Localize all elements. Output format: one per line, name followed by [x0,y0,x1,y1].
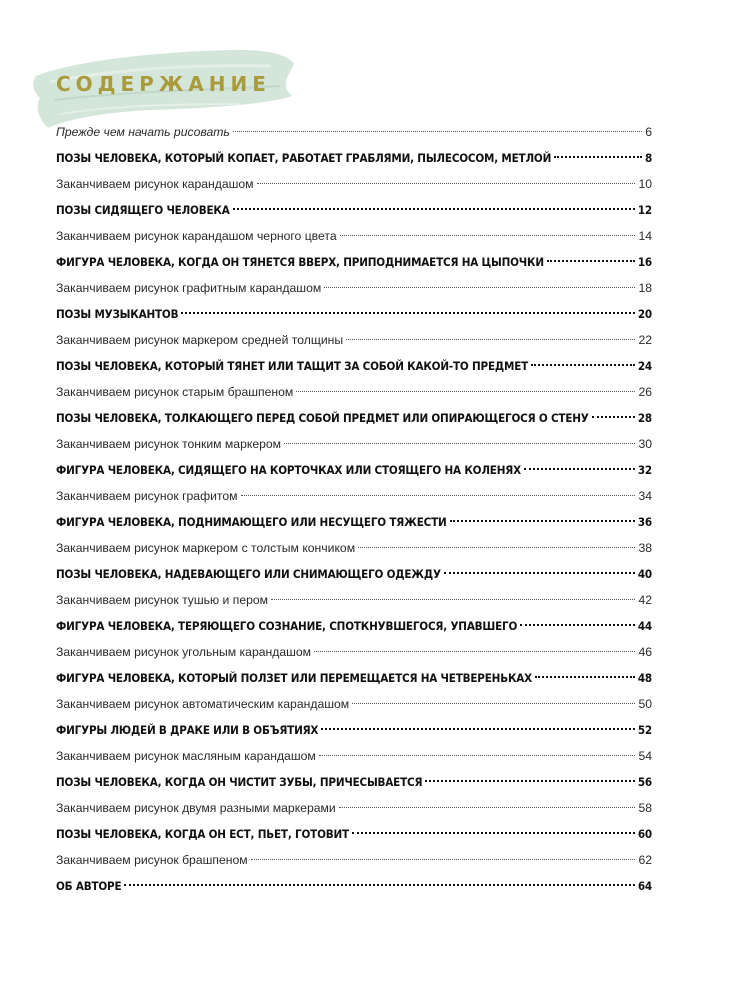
toc-entry-title: ФИГУРА ЧЕЛОВЕКА, КОТОРЫЙ ПОЛЗЕТ ИЛИ ПЕРЕМЕЩАЕТСЯ НА ЧЕТВЕРЕНЬКАХ [56,671,532,685]
dot-leader [314,651,635,652]
toc-entry-title: ПОЗЫ ЧЕЛОВЕКА, КОГДА ОН ЧИСТИТ ЗУБЫ, ПРИЧЕСЫВАЕТСЯ [56,775,423,789]
toc-entry[interactable] [56,879,652,905]
toc-entry[interactable] [56,723,652,749]
dot-leader [321,728,635,730]
toc-entry-title: ОБ АВТОРЕ [56,879,122,893]
toc-entry[interactable] [56,151,652,177]
toc-entry-title: ПОЗЫ ЧЕЛОВЕКА, ТОЛКАЮЩЕГО ПЕРЕД СОБОЙ ПРЕДМЕТ ИЛИ ОПИРАЮЩЕГОСЯ О СТЕНУ [56,411,589,425]
toc-entry-page-number: 12 [637,203,652,217]
toc-entry[interactable] [56,255,652,281]
toc-entry[interactable] [56,697,652,723]
toc-entry-title: Заканчиваем рисунок графитом [56,489,238,503]
toc-entry[interactable] [56,359,652,385]
toc-entry-page-number: 40 [637,567,652,581]
toc-entry-page-number: 36 [637,515,652,529]
toc-entry[interactable] [56,541,652,567]
toc-entry[interactable] [56,671,652,697]
toc-entry-page-number: 50 [638,697,652,711]
toc-entry-page-number: 58 [638,801,652,815]
toc-entry-title: Заканчиваем рисунок маркером средней толщины [56,333,344,347]
toc-entry-title: Заканчиваем рисунок масляным карандашом [56,749,316,763]
dot-leader [592,416,635,418]
toc-entry-page-number: 8 [644,151,652,165]
dot-leader [352,832,635,834]
toc-entry-title: Заканчиваем рисунок автоматическим карандашом [56,697,350,711]
toc-entry-title: ФИГУРЫ ЛЮДЕЙ В ДРАКЕ ИЛИ В ОБЪЯТИЯХ [56,723,319,737]
dot-leader [284,443,635,444]
toc-entry-page-number: 56 [637,775,652,789]
toc-entry[interactable] [56,645,652,671]
toc-entry-page-number: 18 [638,281,652,295]
toc-entry[interactable] [56,775,652,801]
toc-entry-title: ПОЗЫ ЧЕЛОВЕКА, КОТОРЫЙ ТЯНЕТ ИЛИ ТАЩИТ ЗА СОБОЙ КАКОЙ-ТО ПРЕДМЕТ [56,359,529,373]
dot-leader [524,468,635,470]
toc-entry[interactable] [56,749,652,775]
toc-entry-title: Заканчиваем рисунок двумя разными маркерами [56,801,336,815]
dot-leader [296,391,635,392]
toc-entry[interactable] [56,177,652,203]
toc-entry[interactable] [56,567,652,593]
toc-entry[interactable] [56,437,652,463]
toc-entry-page-number: 6 [645,125,652,139]
toc-entry-page-number: 34 [638,489,652,503]
toc-entry[interactable] [56,593,652,619]
toc-entry-title: Заканчиваем рисунок тонким маркером [56,437,282,451]
dot-leader [444,572,635,574]
toc-entry[interactable] [56,125,652,151]
toc-entry[interactable] [56,827,652,853]
dot-leader [324,287,635,288]
toc-entry-page-number: 14 [638,229,652,243]
toc-entry[interactable] [56,229,652,255]
toc-entry-title: Заканчиваем рисунок угольным карандашом [56,645,312,659]
dot-leader [425,780,635,782]
toc-entry-title: Заканчиваем рисунок графитным карандашом [56,281,322,295]
toc-entry-title: ПОЗЫ МУЗЫКАНТОВ [56,307,179,321]
toc-entry-page-number: 38 [638,541,652,555]
dot-leader [181,312,635,314]
toc-entry[interactable] [56,853,652,879]
dot-leader [547,260,635,262]
toc-entry-page-number: 44 [637,619,652,633]
toc-entry-title: Заканчиваем рисунок старым брашпеном [56,385,294,399]
toc-entry-title: Заканчиваем рисунок тушью и пером [56,593,269,607]
dot-leader [271,599,635,600]
toc-entry-page-number: 62 [638,853,652,867]
toc-entry-page-number: 16 [637,255,652,269]
toc-entry[interactable] [56,307,652,333]
dot-leader [233,208,635,210]
toc-entry-page-number: 10 [638,177,652,191]
toc-entry-title: Заканчиваем рисунок маркером с толстым кончиком [56,541,356,555]
toc-entry-page-number: 46 [638,645,652,659]
toc-entry[interactable] [56,489,652,515]
dot-leader [346,339,635,340]
toc-entry[interactable] [56,515,652,541]
toc-entry-page-number: 22 [638,333,652,347]
dot-leader [358,547,635,548]
toc-entry[interactable] [56,203,652,229]
toc-entry-title: ПОЗЫ СИДЯЩЕГО ЧЕЛОВЕКА [56,203,230,217]
toc-entry-page-number: 24 [637,359,652,373]
dot-leader [257,183,636,184]
dot-leader [554,156,642,158]
dot-leader [340,235,636,236]
toc-entry-page-number: 54 [638,749,652,763]
dot-leader [520,624,635,626]
toc-entry-title: ФИГУРА ЧЕЛОВЕКА, КОГДА ОН ТЯНЕТСЯ ВВЕРХ, ПРИПОДНИМАЕТСЯ НА ЦЫПОЧКИ [56,255,544,269]
toc-entry-page-number: 20 [637,307,652,321]
toc-entry[interactable] [56,281,652,307]
toc-entry-page-number: 52 [637,723,652,737]
toc-entry-title: Заканчиваем рисунок карандашом черного цвета [56,229,337,243]
toc-entry-title: ПОЗЫ ЧЕЛОВЕКА, КОГДА ОН ЕСТ, ПЬЕТ, ГОТОВИТ [56,827,349,841]
dot-leader [531,364,635,366]
toc-entry[interactable] [56,411,652,437]
toc-entry-title: ФИГУРА ЧЕЛОВЕКА, ТЕРЯЮЩЕГО СОЗНАНИЕ, СПОТКНУВШЕГОСЯ, УПАВШЕГО [56,619,518,633]
toc-entry-title: Заканчиваем рисунок брашпеном [56,853,248,867]
dot-leader [124,884,634,886]
toc-entry-page-number: 42 [638,593,652,607]
toc-entry-page-number: 32 [637,463,652,477]
dot-leader [352,703,635,704]
toc-entry[interactable] [56,463,652,489]
dot-leader [251,859,636,860]
toc-entry-page-number: 64 [637,879,652,893]
toc-entry-title: ФИГУРА ЧЕЛОВЕКА, ПОДНИМАЮЩЕГО ИЛИ НЕСУЩЕГО ТЯЖЕСТИ [56,515,447,529]
toc-entry[interactable] [56,619,652,645]
toc-entry-title: Прежде чем начать рисовать [56,125,230,139]
page-title: СОДЕРЖАНИЕ [56,72,271,96]
toc-entry-page-number: 60 [637,827,652,841]
toc-entry-title: ПОЗЫ ЧЕЛОВЕКА, КОТОРЫЙ КОПАЕТ, РАБОТАЕТ ГРАБЛЯМИ, ПЫЛЕСОСОМ, МЕТЛОЙ [56,151,552,165]
toc-entry-title: ПОЗЫ ЧЕЛОВЕКА, НАДЕВАЮЩЕГО ИЛИ СНИМАЮЩЕГО ОДЕЖДУ [56,567,441,581]
dot-leader [450,520,635,522]
toc-entry-page-number: 48 [637,671,652,685]
dot-leader [319,755,636,756]
toc-entry[interactable] [56,333,652,359]
toc-entry-page-number: 26 [638,385,652,399]
toc-entry[interactable] [56,385,652,411]
toc-entry[interactable] [56,801,652,827]
toc-entry-title: ФИГУРА ЧЕЛОВЕКА, СИДЯЩЕГО НА КОРТОЧКАХ ИЛИ СТОЯЩЕГО НА КОЛЕНЯХ [56,463,521,477]
dot-leader [241,495,636,496]
toc-entry-title: Заканчиваем рисунок карандашом [56,177,254,191]
table-of-contents [56,125,652,905]
toc-entry-page-number: 30 [638,437,652,451]
dot-leader [339,807,636,808]
dot-leader [233,131,642,132]
toc-entry-page-number: 28 [637,411,652,425]
dot-leader [535,676,635,678]
